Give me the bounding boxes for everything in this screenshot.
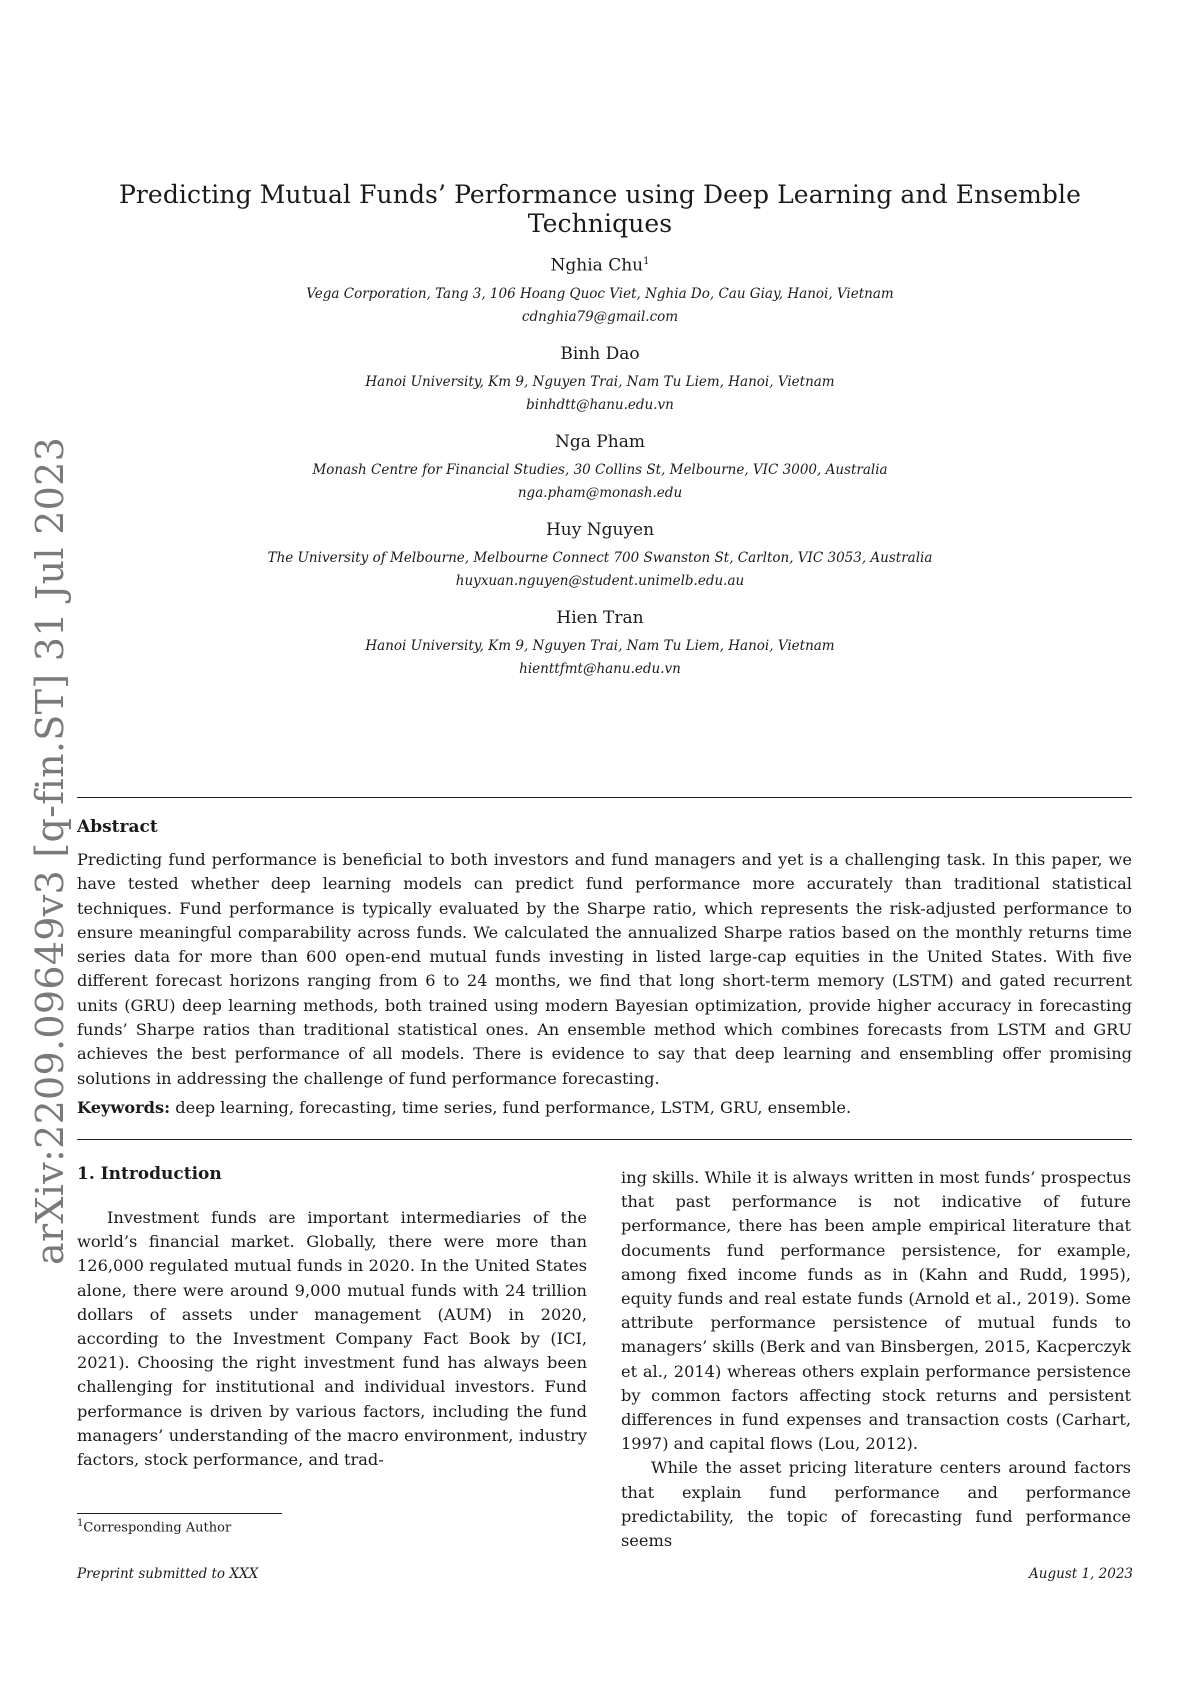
footnote-mark: 1 xyxy=(77,1518,84,1529)
section-heading-introduction: 1. Introduction xyxy=(77,1164,222,1184)
footer-submission: Preprint submitted to XXX xyxy=(77,1566,259,1582)
author-3 xyxy=(180,430,1020,504)
footer-date: August 1, 2023 xyxy=(1029,1566,1133,1582)
abstract-top-rule xyxy=(77,797,1132,798)
right-column xyxy=(621,1166,1131,1553)
author-name: Huy Nguyen xyxy=(545,519,655,540)
left-column xyxy=(77,1206,587,1472)
author-block xyxy=(180,250,1020,694)
author-email: binhdtt@hanu.edu.vn xyxy=(526,396,674,413)
paragraph: ing skills. While it is always written in most funds’ prospectus that past performance is not indicative of future performance, there has been ample empirical literature that documents fund performance persistence, for example, among fixed income funds as in (Kahn and Rudd, 1995), equity funds and real estate funds (Arnold et al., 2019). Some attribute performance persistence of mutual funds to managers’ skills (Berk and van Binsbergen, 2015, Kacperczyk et al., 2014) whereas others explain performance persistence by common factors affecting stock returns and persistent differences in fund expenses and transaction costs (Carhart, 1997) and capital flows (Lou, 2012). xyxy=(621,1168,1131,1454)
author-email: huyxuan.nguyen@student.unimelb.edu.au xyxy=(455,572,745,589)
footnote-rule xyxy=(77,1513,282,1514)
author-name: Binh Dao xyxy=(560,343,640,364)
author-name: Nghia Chu xyxy=(550,255,644,276)
footnote-marker: 1 xyxy=(643,256,650,267)
author-name: Hien Tran xyxy=(556,607,644,628)
author-affiliation: Monash Centre for Financial Studies, 30 Collins St, Melbourne, VIC 3000, Australia xyxy=(312,461,888,478)
author-affiliation: Hanoi University, Km 9, Nguyen Trai, Nam Tu Liem, Hanoi, Vietnam xyxy=(365,373,835,390)
paper-title: Predicting Mutual Funds’ Performance using Deep Learning and Ensemble Techniques xyxy=(118,180,1082,238)
arxiv-stamp: arXiv:2209.09649v3 [q-fin.ST] 31 Jul 2023 xyxy=(28,436,72,1265)
author-email: hienttfmt@hanu.edu.vn xyxy=(519,660,681,677)
author-affiliation: The University of Melbourne, Melbourne Connect 700 Swanston St, Carlton, VIC 3053, Australia xyxy=(267,549,933,566)
abstract-bottom-rule xyxy=(77,1139,1132,1140)
keywords-list: deep learning, forecasting, time series, fund performance, LSTM, GRU, ensemble. xyxy=(175,1098,852,1117)
author-affiliation: Hanoi University, Km 9, Nguyen Trai, Nam Tu Liem, Hanoi, Vietnam xyxy=(365,637,835,654)
author-5 xyxy=(180,606,1020,680)
author-email: nga.pham@monash.edu xyxy=(517,484,683,501)
author-affiliation: Vega Corporation, Tang 3, 106 Hoang Quoc Viet, Nghia Do, Cau Giay, Hanoi, Vietnam xyxy=(306,285,894,302)
author-1 xyxy=(180,250,1020,328)
footnote xyxy=(77,1518,231,1535)
author-2 xyxy=(180,342,1020,416)
footnote-text: Corresponding Author xyxy=(83,1520,232,1536)
author-email: cdnghia79@gmail.com xyxy=(521,308,679,325)
abstract-heading: Abstract xyxy=(77,817,158,837)
keywords-label: Keywords: xyxy=(77,1098,171,1117)
abstract-text: Predicting fund performance is beneficial to both investors and fund managers and yet is a challenging task. In this paper, we have tested whether deep learning models can predict fund performance more accurately than traditional statistical techniques. Fund performance is typically evaluated by the Sharpe ratio, which represents the risk-adjusted performance to ensure meaningful comparability across funds. We calculated the annualized Sharpe ratios based on the monthly returns time series data for more than 600 open-end mutual funds investing in listed large-cap equities in the United States. With five different forecast horizons ranging from 6 to 24 months, we find that long short-term memory (LSTM) and gated recurrent units (GRU) deep learning methods, both trained using modern Bayesian optimization, provide higher accuracy in forecasting funds’ Sharpe ratios than traditional statistical ones. An ensemble method which combines forecasts from LSTM and GRU achieves the best performance of all models. There is evidence to say that deep learning and ensembling offer promising solutions in addressing the challenge of fund performance forecasting. xyxy=(77,850,1132,1088)
paragraph: Investment funds are important intermediaries of the world’s financial market. Globally, there were more than 126,000 regulated mutual funds in 2020. In the United States alone, there were around 9,000 mutual funds with 24 trillion dollars of assets under management (AUM) in 2020, according to the Investment Company Fact Book by (ICI, 2021). Choosing the right investment fund has always been challenging for institutional and individual investors. Fund performance is driven by various factors, including the fund managers’ understanding of the macro environment, industry factors, stock performance, and trad- xyxy=(77,1208,587,1470)
author-name: Nga Pham xyxy=(555,431,645,452)
author-4 xyxy=(180,518,1020,592)
keywords xyxy=(77,1096,1132,1120)
paragraph: While the asset pricing literature centers around factors that explain fund performance and performance predictability, the topic of forecasting fund performance seems xyxy=(621,1458,1131,1551)
